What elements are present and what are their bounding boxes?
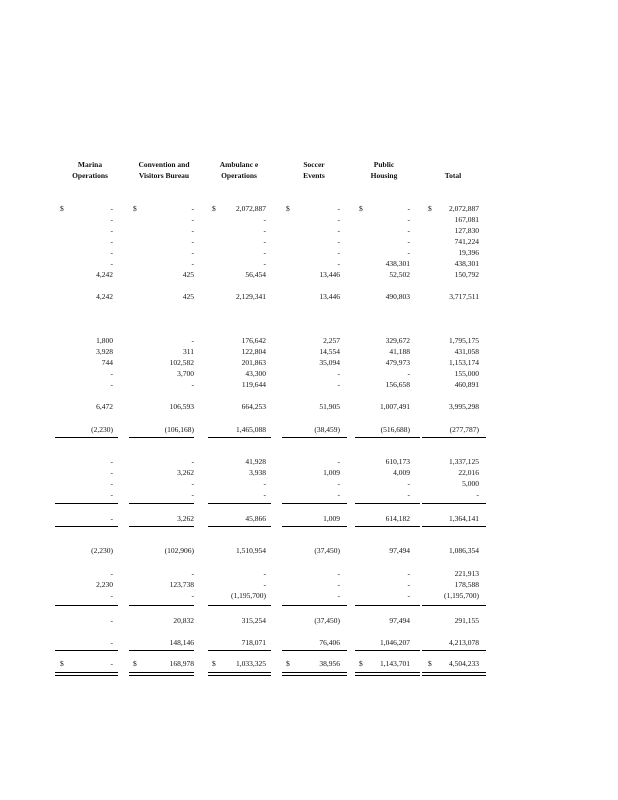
table-cell: 1,510,954 [236,546,266,555]
double-underline [129,672,194,676]
underline [208,526,271,527]
table-cell: - [191,237,194,246]
column-header-line1: Marina [77,160,103,169]
underline [282,437,347,438]
table-cell: (1,195,700) [444,591,479,600]
table-cell: 479,973 [385,358,410,367]
table-cell: - [110,659,113,668]
table-cell: 1,795,175 [449,336,479,345]
table-cell: 14,554 [319,347,340,356]
underline [355,526,420,527]
table-cell: 221,913 [454,569,479,578]
column-header-line2: Housing [370,171,398,180]
table-cell: - [407,204,410,213]
underline [55,503,118,504]
table-cell: 5,000 [462,479,479,488]
column-header-line1: Convention and [138,160,190,169]
table-cell: - [191,380,194,389]
table-cell: - [263,237,266,246]
table-cell: - [337,380,340,389]
table-cell: 13,446 [319,292,340,301]
table-cell: - [263,248,266,257]
table-cell: 1,143,701 [380,659,410,668]
table-cell: 1,007,491 [380,402,410,411]
table-cell: 3,938 [249,468,266,477]
currency-symbol: $ [359,659,363,668]
table-cell: (2,230) [91,425,113,434]
table-cell: 176,642 [241,336,266,345]
table-cell: 168,978 [169,659,194,668]
table-cell: - [407,569,410,578]
table-cell: 52,502 [389,270,410,279]
table-cell: - [110,248,113,257]
table-cell: 155,000 [454,369,479,378]
table-cell: 156,658 [385,380,410,389]
table-cell: 1,153,174 [449,358,479,367]
table-cell: - [191,204,194,213]
table-cell: - [407,490,410,499]
table-cell: - [337,591,340,600]
table-cell: (102,906) [164,546,194,555]
table-cell: - [407,580,410,589]
table-cell: 291,155 [454,616,479,625]
table-cell: 43,300 [245,369,266,378]
table-cell: 123,738 [169,580,194,589]
table-cell: - [191,248,194,257]
table-cell: 178,588 [454,580,479,589]
table-cell: - [407,479,410,488]
underline [129,503,194,504]
table-cell: 4,009 [393,468,410,477]
table-cell: 51,905 [319,402,340,411]
table-cell: 45,866 [245,514,266,523]
table-cell: 664,253 [241,402,266,411]
double-underline [208,672,271,676]
table-cell: 41,188 [389,347,410,356]
table-cell: - [110,237,113,246]
table-cell: 438,301 [385,259,410,268]
table-cell: 56,454 [245,270,266,279]
table-cell: 614,182 [385,514,410,523]
table-cell: 3,717,511 [449,292,479,301]
table-cell: 2,072,887 [236,204,266,213]
underline [355,605,420,606]
table-cell: - [263,479,266,488]
table-cell: 201,863 [241,358,266,367]
currency-symbol: $ [428,204,432,213]
double-underline [282,672,347,676]
table-cell: - [110,616,113,625]
table-cell: 76,406 [319,638,340,647]
table-cell: 718,071 [241,638,266,647]
column-header [124,159,204,181]
table-cell: - [110,468,113,477]
table-cell: - [337,226,340,235]
table-cell: 2,257 [323,336,340,345]
table-cell: - [337,580,340,589]
double-underline [55,672,118,676]
table-cell: 1,009 [323,468,340,477]
column-header [199,159,279,181]
table-cell: - [191,490,194,499]
table-cell: - [263,226,266,235]
table-cell: 425 [182,292,194,301]
table-cell: 3,928 [96,347,113,356]
underline [129,650,194,651]
double-underline [355,672,420,676]
table-cell: - [337,204,340,213]
table-cell: 167,081 [454,215,479,224]
underline [55,605,118,606]
underline [208,605,271,606]
table-cell: - [407,226,410,235]
column-header [344,159,424,181]
underline [129,526,194,527]
table-cell: - [110,369,113,378]
table-cell: (37,450) [314,616,340,625]
table-cell: (516,688) [380,425,410,434]
double-underline [422,672,486,676]
currency-symbol: $ [212,204,216,213]
table-cell: - [407,237,410,246]
table-cell: - [263,259,266,268]
currency-symbol: $ [286,659,290,668]
underline [208,650,271,651]
table-cell: (38,459) [314,425,340,434]
table-cell: 311 [183,347,194,356]
table-cell: 127,830 [454,226,479,235]
table-cell: 1,800 [96,336,113,345]
underline [422,605,486,606]
table-cell: 3,262 [177,514,194,523]
table-cell: 438,301 [454,259,479,268]
table-cell: 744 [101,358,113,367]
table-cell: 2,072,887 [449,204,479,213]
table-cell: 97,494 [389,546,410,555]
table-cell: 106,593 [169,402,194,411]
table-cell: 431,058 [454,347,479,356]
table-cell: - [337,479,340,488]
table-cell: 22,016 [458,468,479,477]
table-cell: (1,195,700) [231,591,266,600]
table-cell: 150,792 [454,270,479,279]
table-cell: 741,224 [454,237,479,246]
table-cell: - [191,591,194,600]
table-cell: 1,364,141 [449,514,479,523]
table-cell: - [337,259,340,268]
table-cell: 1,465,088 [236,425,266,434]
table-cell: - [407,248,410,257]
underline [282,605,347,606]
currency-symbol: $ [286,204,290,213]
table-cell: - [337,490,340,499]
column-header-line1: Ambulanc e [219,160,259,169]
table-cell: - [263,490,266,499]
table-cell: - [191,226,194,235]
table-cell: - [191,457,194,466]
table-cell: 329,672 [385,336,410,345]
table-cell: 610,173 [385,457,410,466]
table-cell: (2,230) [91,546,113,555]
table-cell: 3,262 [177,468,194,477]
column-header [413,159,493,181]
underline [422,526,486,527]
column-header-line1: Public [373,160,395,169]
table-cell: - [337,215,340,224]
table-cell: 102,582 [169,358,194,367]
table-cell: (277,787) [449,425,479,434]
table-cell: 35,094 [319,358,340,367]
table-cell: (37,450) [314,546,340,555]
column-header-line2: Total [444,171,462,180]
table-cell: 4,213,078 [449,638,479,647]
column-header-line2: Operations [221,171,257,180]
column-header-line2: Events [303,171,325,180]
table-cell: 4,504,233 [449,659,479,668]
currency-symbol: $ [212,659,216,668]
table-cell: 38,956 [319,659,340,668]
table-cell: - [263,580,266,589]
table-cell: 460,891 [454,380,479,389]
column-header-line2: Operations [72,171,108,180]
underline [55,650,118,651]
table-cell: 1,086,354 [449,546,479,555]
table-cell: - [337,369,340,378]
currency-symbol: $ [60,204,64,213]
table-cell: - [191,336,194,345]
column-header [274,159,354,181]
table-cell: - [110,638,113,647]
table-cell: (106,168) [164,425,194,434]
underline [355,437,420,438]
underline [55,437,118,438]
table-cell: - [110,490,113,499]
underline [355,503,420,504]
table-cell: - [110,514,113,523]
underline [422,650,486,651]
table-cell: - [263,215,266,224]
table-cell: - [337,457,340,466]
table-cell: 6,472 [96,402,113,411]
table-cell: 3,995,298 [449,402,479,411]
table-cell: 315,254 [241,616,266,625]
table-cell: - [110,259,113,268]
underline [208,503,271,504]
currency-symbol: $ [428,659,432,668]
currency-symbol: $ [60,659,64,668]
underline [282,503,347,504]
table-cell: - [191,215,194,224]
table-cell: - [110,591,113,600]
underline [129,605,194,606]
table-cell: 4,242 [96,270,113,279]
table-cell: 1,033,325 [236,659,266,668]
underline [55,526,118,527]
underline [282,650,347,651]
table-cell: - [191,569,194,578]
column-header [50,159,130,181]
table-cell: - [337,248,340,257]
underline [208,437,271,438]
table-cell: 490,803 [385,292,410,301]
table-cell: 19,396 [458,248,479,257]
table-cell: - [476,490,479,499]
underline [422,503,486,504]
table-cell: 4,242 [96,292,113,301]
column-header-line1 [413,159,493,170]
underline [422,437,486,438]
column-header-line1: Soccer [303,160,325,169]
table-cell: - [110,226,113,235]
table-cell: - [110,479,113,488]
table-cell: 2,230 [96,580,113,589]
table-cell: 2,129,341 [236,292,266,301]
column-header-line2: Visitors Bureau [138,171,190,180]
table-cell: 119,644 [241,380,266,389]
table-cell: 1,009 [323,514,340,523]
table-cell: - [337,569,340,578]
underline [282,526,347,527]
table-cell: - [110,204,113,213]
table-cell: - [191,479,194,488]
table-cell: 97,494 [389,616,410,625]
currency-symbol: $ [133,204,137,213]
table-cell: 1,337,125 [449,457,479,466]
table-cell: - [263,569,266,578]
table-cell: - [407,369,410,378]
underline [355,650,420,651]
table-cell: 13,446 [319,270,340,279]
table-cell: - [407,215,410,224]
table-cell: - [407,591,410,600]
currency-symbol: $ [359,204,363,213]
currency-symbol: $ [133,659,137,668]
table-cell: 122,804 [241,347,266,356]
underline [129,437,194,438]
table-cell: 41,928 [245,457,266,466]
table-cell: 20,832 [173,616,194,625]
table-cell: - [191,259,194,268]
table-cell: 425 [182,270,194,279]
table-cell: - [110,569,113,578]
table-cell: 3,700 [177,369,194,378]
table-cell: 148,146 [169,638,194,647]
table-cell: 1,046,207 [380,638,410,647]
table-cell: - [110,215,113,224]
table-cell: - [110,457,113,466]
table-cell: - [337,237,340,246]
table-cell: - [110,380,113,389]
